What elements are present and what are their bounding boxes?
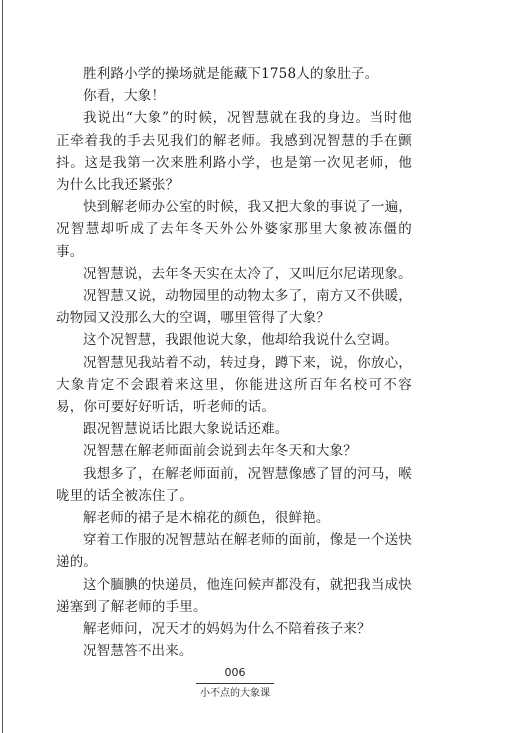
paragraph-4: 快到解老师办公室的时候，我又把大象的事说了一遍，况智慧却听成了去年冬天外公外婆家那里大象被冻僵的事。 (56, 199, 412, 260)
paragraph-9: 跟况智慧说话比跟大象说话还难。 (83, 421, 289, 438)
paragraph-15: 解老师问，况天才的妈妈为什么不陪着孩子来？ (83, 621, 371, 638)
paragraph-3: 我说出“大象”的时候，况智慧就在我的身边。当时他正牵着我的手去见我们的解老师。我感到况智慧的手在颤抖。这是我第一次来胜利路小学，也是第一次见老师，他为什么比我还紧张？ (56, 110, 412, 194)
paragraph-10: 况智慧在解老师面前会说到去年冬天和大象？ (83, 443, 357, 460)
paragraph-12: 解老师的裙子是木棉花的颜色，很鲜艳。 (83, 510, 330, 527)
book-title: 小不点的大象课 (200, 688, 270, 699)
paragraph-2: 你看，大象！ (83, 88, 166, 105)
paragraph-8: 况智慧见我站着不动，转过身，蹲下来，说，你放心，大象肯定不会跟着来这里，你能进这所百年名校可不容易，你可要好好听话，听老师的话。 (56, 354, 412, 416)
paragraph-6: 况智慧又说，动物园里的动物太多了，南方又不供暖，动物园又没那么大的空调，哪里管得了大象？ (56, 288, 412, 327)
paragraph-1: 胜利路小学的操场就是能藏下1758人的象肚子。 (83, 66, 379, 82)
paragraph-11: 我想多了，在解老师面前，况智慧像感了冒的河马，喉咙里的话全被冻住了。 (56, 465, 412, 504)
footer-divider (196, 683, 274, 684)
page-left-border (2, 0, 3, 733)
paragraph-5: 况智慧说，去年冬天实在太冷了，又叫厄尔尼诺现象。 (83, 265, 412, 282)
page-number: 006 (224, 666, 246, 679)
paragraph-16: 况智慧答不出来。 (83, 643, 193, 660)
body-text (56, 63, 412, 662)
page-footer (190, 666, 280, 700)
paragraph-7: 这个况智慧，我跟他说大象，他却给我说什么空调。 (83, 332, 399, 349)
paragraph-14: 这个腼腆的快递员，他连问候声都没有，就把我当成快递塞到了解老师的手里。 (56, 576, 412, 615)
paragraph-13: 穿着工作服的况智慧站在解老师的面前，像是一个送快递的。 (56, 532, 412, 571)
